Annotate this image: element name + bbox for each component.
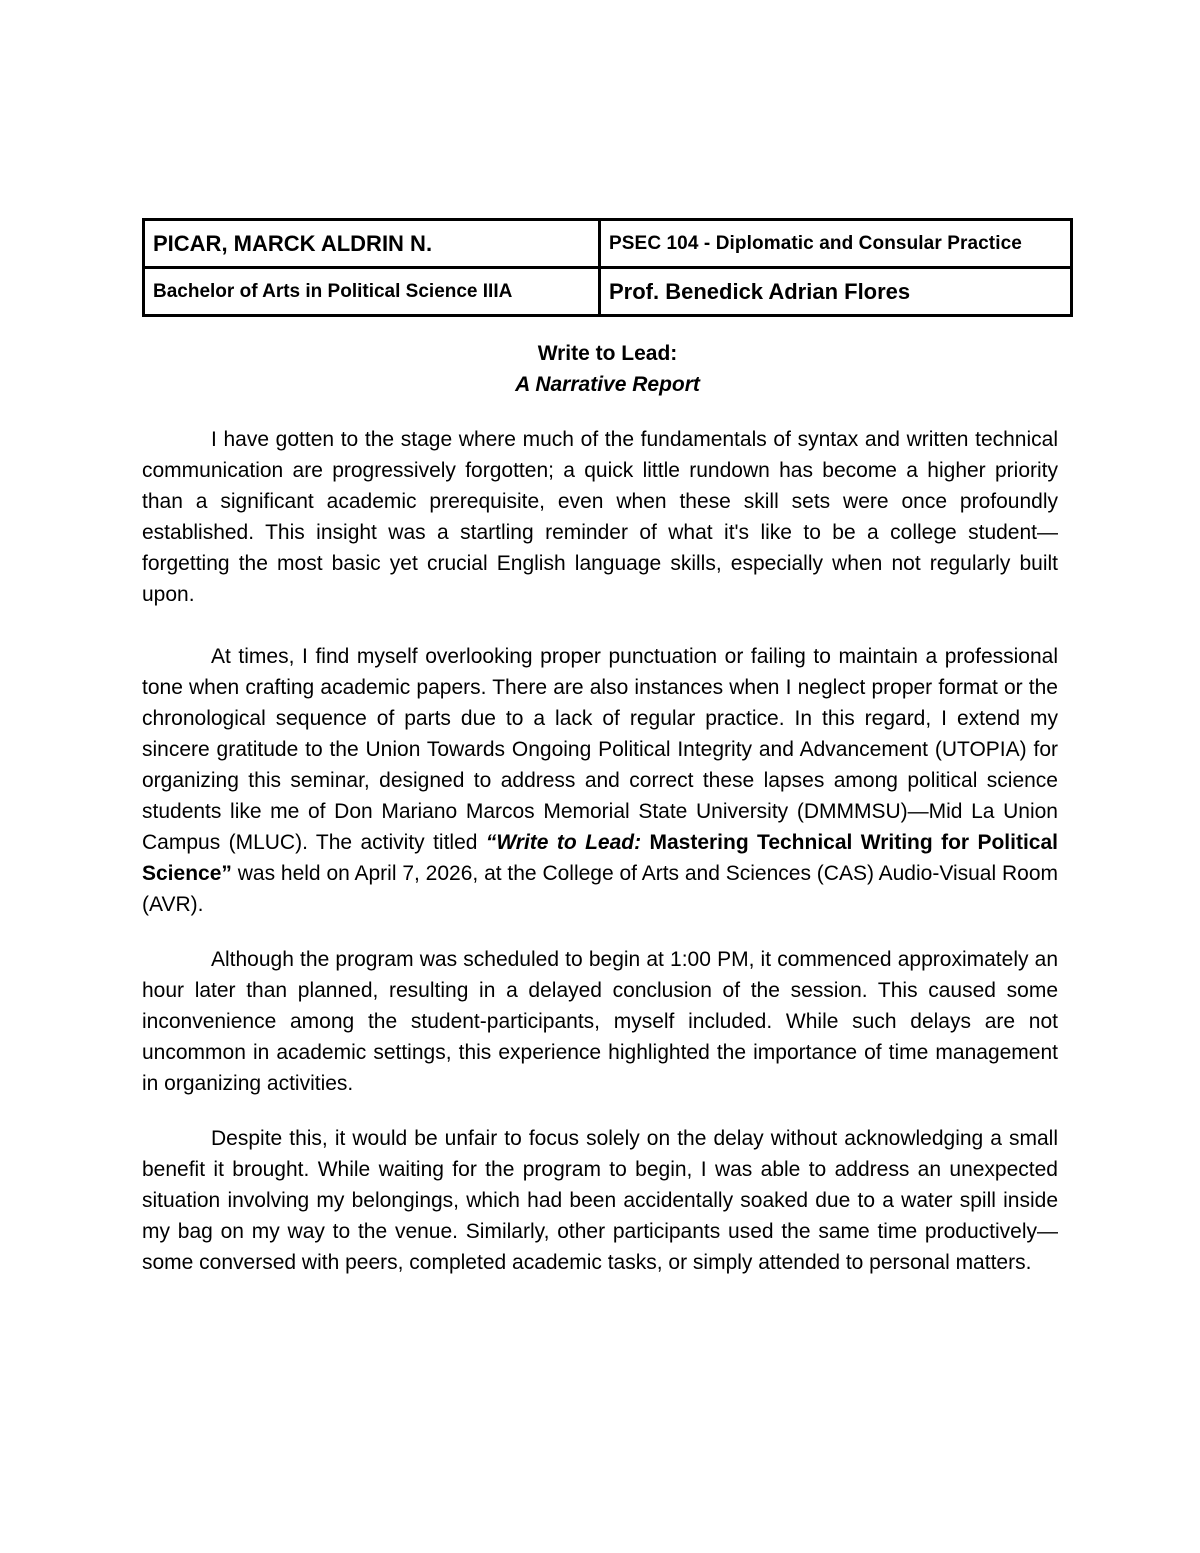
table-row: [144, 220, 1072, 268]
student-info-table: [142, 218, 1073, 317]
report-subtitle: A Narrative Report: [515, 373, 700, 396]
student-name: PICAR, MARCK ALDRIN N.: [144, 220, 600, 268]
report-title-block: [142, 338, 1073, 400]
paragraph-1: I have gotten to the stage where much of the fundamentals of syntax and written technical communication are progressively forgotten; a quick little rundown has become a higher priority than a significant academic prerequisite, even when these skill sets were once profoundly established. This insight was a startling reminder of what it's like to be a college student—forgetting the most basic yet crucial English language skills, especially when not regularly built upon.: [142, 428, 1058, 606]
report-body: [142, 424, 1058, 1278]
program-name: Bachelor of Arts in Political Science IIIA: [144, 268, 600, 316]
table-row: [144, 268, 1072, 316]
activity-title-bold: Mastering Technical Writing for Political Science”: [142, 831, 1058, 885]
activity-title-italic: “Write to Lead:: [485, 831, 642, 854]
professor-name: Prof. Benedick Adrian Flores: [600, 268, 1072, 316]
course-title: PSEC 104 - Diplomatic and Consular Practice: [600, 220, 1072, 268]
report-title: Write to Lead:: [537, 342, 678, 365]
paragraph-2-intro: At times, I find myself overlooking proper punctuation or failing to maintain a professional tone when crafting academic papers. There are also instances when I neglect proper format or the chronological sequence of parts due to a lack of regular practice. In this regard, I extend my sincere gratitude to the Union Towards Ongoing Political Integrity and Advancement (UTOPIA) for organizing this seminar, designed to address and correct these lapses among political science students like me of Don Mariano Marcos Memorial State University (DMMMSU)—Mid La Union Campus (MLUC). The activity titled: [142, 645, 1058, 854]
paragraph-2: [142, 641, 1058, 920]
paragraph-2-outro: was held on April 7, 2026, at the College of Arts and Sciences (CAS) Audio-Visual Room (AVR).: [142, 862, 1058, 916]
paragraph-4: Despite this, it would be unfair to focus solely on the delay without acknowledging a small benefit it brought. While waiting for the program to begin, I was able to address an unexpected situation involving my belongings, which had been accidentally soaked due to a water spill inside my bag on my way to the venue. Similarly, other participants used the same time productively—some conversed with peers, completed academic tasks, or simply attended to personal matters.: [142, 1127, 1058, 1274]
paragraph-3: Although the program was scheduled to begin at 1:00 PM, it commenced approximately an hour later than planned, resulting in a delayed conclusion of the session. This caused some inconvenience among the student-participants, myself included. While such delays are not uncommon in academic settings, this experience highlighted the importance of time management in organizing activities.: [142, 948, 1058, 1095]
